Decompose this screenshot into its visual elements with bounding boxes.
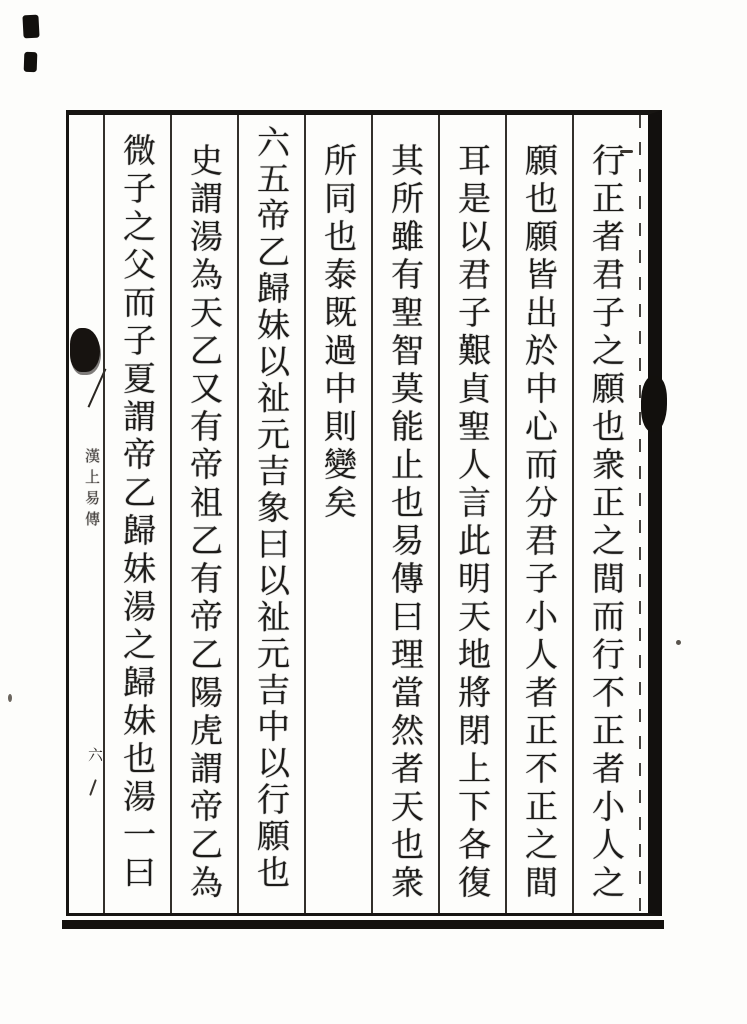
ink-speck bbox=[676, 640, 681, 645]
text-column-4: 其所雖有聖智莫能止也易傳曰理當然者天也衆 bbox=[371, 115, 438, 913]
page-frame bbox=[66, 110, 662, 916]
margin-ink-mark bbox=[22, 15, 39, 39]
folio-number: 六 bbox=[86, 747, 104, 762]
margin-ink-mark bbox=[24, 52, 38, 72]
text-column-8: 微子之父而子夏謂帝乙歸妹湯之歸妹也湯一曰 bbox=[103, 115, 170, 913]
text-column-2: 願也願皆出於中心而分君子小人者正不正之間 bbox=[505, 115, 572, 913]
text-column-7: 史謂湯為天乙又有帝祖乙有帝乙陽虎謂帝乙為 bbox=[170, 115, 237, 913]
spine-title: 漢上易傳 bbox=[83, 448, 101, 532]
right-inner-border-line bbox=[639, 115, 641, 913]
text-column-3: 耳是以君子艱貞聖人言此明天地將閉上下各復 bbox=[438, 115, 505, 913]
spine-column bbox=[69, 115, 103, 913]
folio-ink-stroke bbox=[89, 779, 97, 796]
text-column-5: 所同也泰既過中則變矣 bbox=[304, 115, 371, 913]
text-column-6: 六五帝乙歸妹以祉元吉象曰以祉元吉中以行願也 bbox=[237, 115, 304, 913]
spine-ink-blob bbox=[70, 328, 100, 372]
text-block bbox=[103, 115, 639, 913]
ink-speck bbox=[8, 694, 12, 702]
bottom-border-thick-line bbox=[62, 920, 664, 929]
border-ink-blotch bbox=[641, 376, 667, 432]
text-column-1: 行正者君子之願也衆正之間而行不正者小人之 bbox=[572, 115, 639, 913]
